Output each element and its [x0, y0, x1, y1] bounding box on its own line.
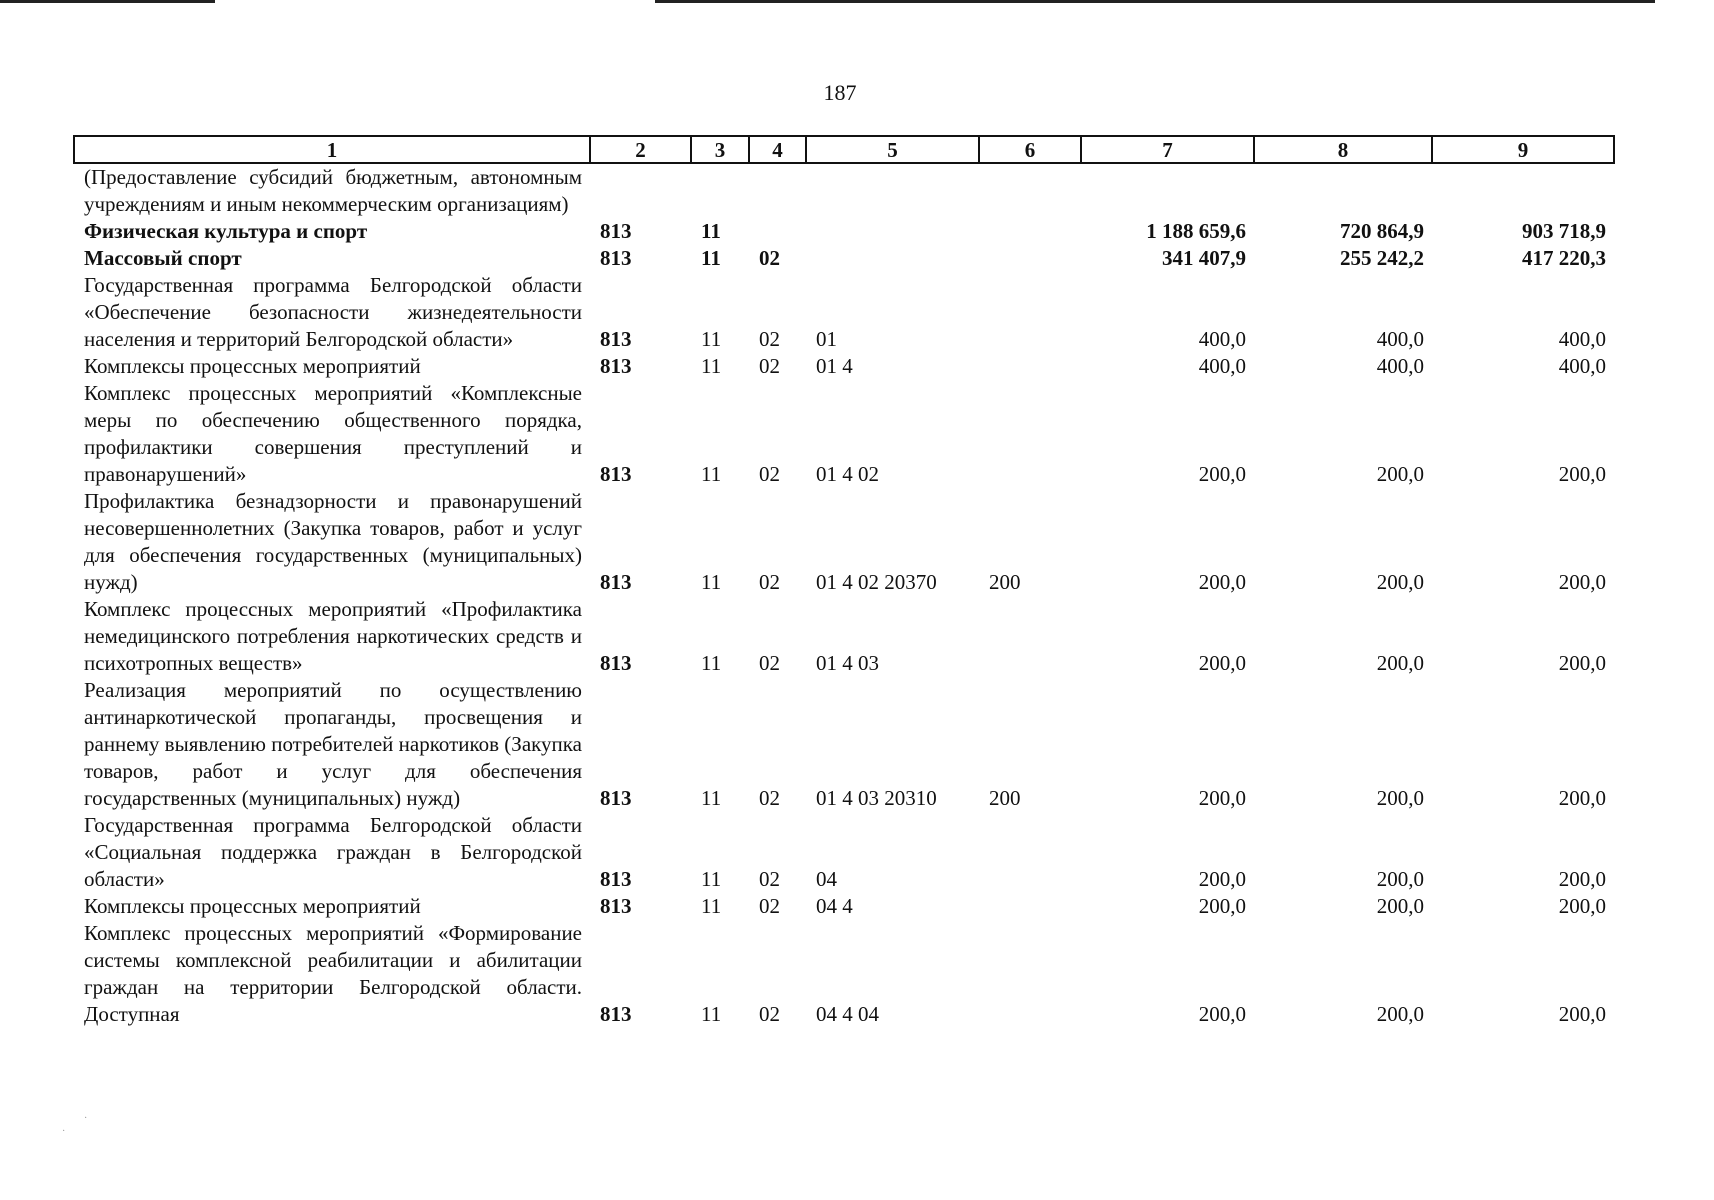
row-name: Комплекс процессных мероприятий «Комплексные меры по обеспечению общественного порядка, профилактики совершения преступлений и правонарушений» [84, 381, 582, 486]
col-7-amount: 200,0 [1198, 867, 1246, 891]
column-header: 2 [590, 136, 691, 163]
col-3-section: 11 [701, 354, 722, 378]
column-header: 7 [1081, 136, 1254, 163]
col-3-section: 11 [701, 1002, 722, 1026]
col-4-subsection: 02 [759, 651, 780, 675]
table-row [74, 353, 1614, 380]
col-8-amount: 200,0 [1376, 786, 1424, 810]
col-8-amount: 200,0 [1376, 570, 1424, 594]
col-9-amount: 200,0 [1558, 786, 1606, 810]
col-4-subsection: 02 [759, 894, 780, 918]
col-8-amount: 720 864,9 [1340, 219, 1424, 243]
col-7-amount: 200,0 [1198, 786, 1246, 810]
col-6-expense-type [979, 596, 1081, 677]
col-8-amount: 400,0 [1376, 327, 1424, 351]
col-2-code: 813 [600, 462, 632, 486]
table-row [74, 488, 1614, 596]
scan-speck: · [62, 1126, 66, 1137]
col-5-target: 04 4 04 [816, 1002, 879, 1026]
row-name: (Предоставление субсидий бюджетным, автономным учреждениям и иным некоммерческим организациям) [84, 165, 582, 216]
table-row [74, 272, 1614, 353]
col-6-expense-type [979, 893, 1081, 920]
col-9-amount: 903 718,9 [1522, 219, 1606, 243]
row-name: Комплекс процессных мероприятий «Формирование системы комплексной реабилитации и абилитации граждан на территории Белгородской области. Доступная [84, 921, 582, 1026]
col-9-amount: 200,0 [1558, 894, 1606, 918]
col-2-code: 813 [600, 867, 632, 891]
col-4-subsection: 02 [759, 462, 780, 486]
table-row [74, 812, 1614, 893]
col-8-amount: 200,0 [1376, 462, 1424, 486]
col-9-amount: 200,0 [1558, 1002, 1606, 1026]
col-7-amount: 400,0 [1198, 327, 1246, 351]
table-row [74, 596, 1614, 677]
col-2-code: 813 [600, 1002, 632, 1026]
col-7-amount: 200,0 [1198, 462, 1246, 486]
row-name: Массовый спорт [84, 246, 242, 270]
col-9-amount: 417 220,3 [1522, 246, 1606, 270]
col-9-amount: 400,0 [1558, 327, 1606, 351]
col-4-subsection: 02 [759, 786, 780, 810]
col-6-expense-type: 200 [989, 786, 1021, 810]
col-8-amount: 200,0 [1376, 867, 1424, 891]
col-6-expense-type [979, 812, 1081, 893]
page-number: 187 [823, 80, 857, 105]
row-name: Комплексы процессных мероприятий [84, 354, 421, 378]
row-name: Комплексы процессных мероприятий [84, 894, 421, 918]
col-5-target: 01 4 03 20310 [816, 786, 937, 810]
column-header: 9 [1432, 136, 1614, 163]
col-9-amount: 200,0 [1558, 570, 1606, 594]
col-5-target: 01 4 [816, 354, 853, 378]
col-3-section: 11 [701, 651, 722, 675]
col-4-subsection: 02 [759, 570, 780, 594]
col-5-target: 01 [816, 327, 837, 351]
col-2-code: 813 [600, 651, 632, 675]
col-8-amount: 200,0 [1376, 894, 1424, 918]
col-5-target [806, 218, 979, 245]
scan-edge-right [655, 0, 1655, 3]
col-2-code: 813 [600, 894, 632, 918]
column-header: 6 [979, 136, 1081, 163]
column-header: 3 [691, 136, 749, 163]
col-6-expense-type [979, 245, 1081, 272]
col-2-code: 813 [600, 786, 632, 810]
col-2-code: 813 [600, 354, 632, 378]
row-name: Физическая культура и спорт [84, 219, 368, 243]
col-3-section: 11 [701, 786, 722, 810]
row-name: Профилактика безнадзорности и правонарушений несовершеннолетних (Закупка товаров, работ и услуг для обеспечения государственных (муниципальных) нужд) [84, 489, 582, 594]
col-4-subsection: 02 [759, 354, 780, 378]
col-7-amount [1081, 163, 1254, 218]
table-body [74, 163, 1614, 1028]
row-name: Комплекс процессных мероприятий «Профилактика немедицинского потребления наркотических средств и психотропных веществ» [84, 597, 582, 675]
budget-table [73, 135, 1615, 1028]
col-9-amount: 200,0 [1558, 462, 1606, 486]
row-name: Государственная программа Белгородской области «Социальная поддержка граждан в Белгородской области» [84, 813, 582, 891]
col-6-expense-type [979, 380, 1081, 488]
row-name: Реализация мероприятий по осуществлению антинаркотической пропаганды, просвещения и раннему выявлению потребителей наркотиков (Закупка товаров, работ и услуг для обеспечения государственных (муниципальных) нужд) [84, 678, 582, 810]
col-6-expense-type: 200 [989, 570, 1021, 594]
col-8-amount: 400,0 [1376, 354, 1424, 378]
col-6-expense-type [979, 272, 1081, 353]
col-9-amount: 200,0 [1558, 651, 1606, 675]
col-5-target [806, 163, 979, 218]
col-3-section: 11 [701, 246, 721, 270]
col-8-amount: 255 242,2 [1340, 246, 1424, 270]
col-5-target: 01 4 02 20370 [816, 570, 937, 594]
col-7-amount: 200,0 [1198, 570, 1246, 594]
column-header: 1 [74, 136, 590, 163]
col-3-section: 11 [701, 570, 722, 594]
col-8-amount: 200,0 [1376, 651, 1424, 675]
col-2-code: 813 [600, 219, 632, 243]
col-2-code: 813 [600, 570, 632, 594]
col-9-amount: 400,0 [1558, 354, 1606, 378]
table-header-row [74, 136, 1614, 163]
col-3-section: 11 [701, 219, 721, 243]
scan-edge-left [0, 0, 215, 3]
col-8-amount: 200,0 [1376, 1002, 1424, 1026]
col-8-amount [1254, 163, 1432, 218]
col-5-target [806, 245, 979, 272]
col-2-code: 813 [600, 246, 632, 270]
col-6-expense-type [979, 353, 1081, 380]
col-6-expense-type [979, 920, 1081, 1028]
col-5-target: 01 4 02 [816, 462, 879, 486]
col-7-amount: 341 407,9 [1162, 246, 1246, 270]
col-7-amount: 200,0 [1198, 1002, 1246, 1026]
col-4-subsection [749, 163, 806, 218]
col-3-section [691, 163, 749, 218]
col-5-target: 04 4 [816, 894, 853, 918]
col-9-amount [1432, 163, 1614, 218]
col-3-section: 11 [701, 894, 722, 918]
col-9-amount: 200,0 [1558, 867, 1606, 891]
col-3-section: 11 [701, 327, 722, 351]
table-row [74, 920, 1614, 1028]
col-5-target: 04 [816, 867, 837, 891]
table-row [74, 677, 1614, 812]
row-name: Государственная программа Белгородской области «Обеспечение безопасности жизнедеятельности населения и территорий Белгородской области» [84, 273, 582, 351]
col-4-subsection: 02 [759, 327, 780, 351]
table-row [74, 218, 1614, 245]
col-7-amount: 200,0 [1198, 651, 1246, 675]
col-2-code: 813 [600, 327, 632, 351]
scan-speck: · [84, 1113, 88, 1124]
table-row [74, 163, 1614, 218]
table-row [74, 893, 1614, 920]
column-header: 4 [749, 136, 806, 163]
col-7-amount: 1 188 659,6 [1146, 219, 1246, 243]
col-4-subsection: 02 [759, 867, 780, 891]
col-7-amount: 200,0 [1198, 894, 1246, 918]
col-5-target: 01 4 03 [816, 651, 879, 675]
column-header: 5 [806, 136, 979, 163]
table-row [74, 380, 1614, 488]
col-4-subsection: 02 [759, 246, 780, 270]
column-header: 8 [1254, 136, 1432, 163]
col-6-expense-type [979, 218, 1081, 245]
col-4-subsection: 02 [759, 1002, 780, 1026]
col-2-code [590, 163, 691, 218]
col-7-amount: 400,0 [1198, 354, 1246, 378]
col-3-section: 11 [701, 867, 722, 891]
col-4-subsection [749, 218, 806, 245]
table-row [74, 245, 1614, 272]
col-3-section: 11 [701, 462, 722, 486]
col-6-expense-type [979, 163, 1081, 218]
